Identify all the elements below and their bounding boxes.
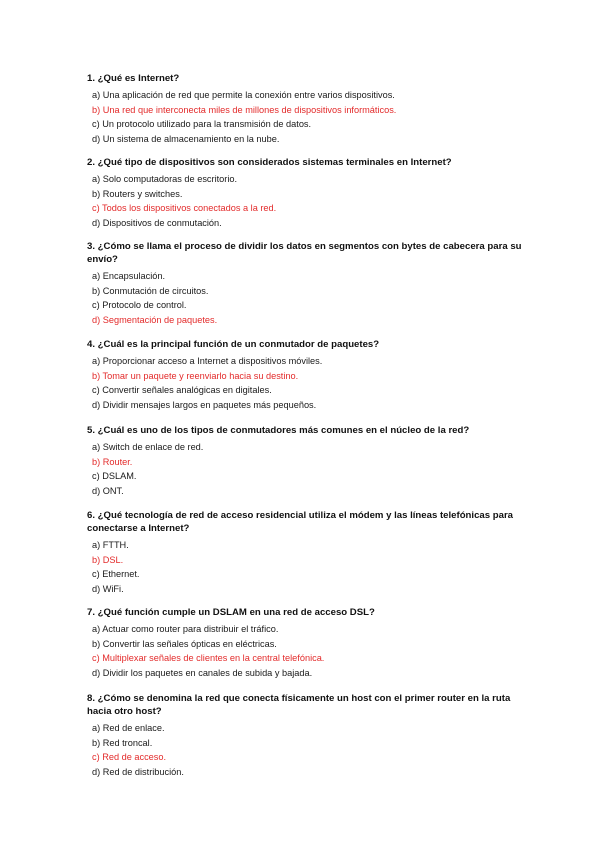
question-7: [87, 606, 527, 680]
answer-option-b: b) Router.: [92, 456, 133, 467]
answer-option-b: b) Routers y switches.: [92, 188, 183, 199]
question-title: 3. ¿Cómo se llama el proceso de dividir los datos en segmentos con bytes de cabecera para su envío?: [87, 241, 522, 265]
answer-option-a: a) FTTH.: [92, 540, 129, 550]
answer-option-a: a) Actuar como router para distribuir el tráfico.: [92, 624, 279, 634]
answer-option-c: c) Un protocolo utilizado para la transmisión de datos.: [92, 119, 312, 129]
question-3: [87, 240, 527, 327]
answer-option-b: b) Tomar un paquete y reenviarlo hacia su destino.: [92, 370, 299, 381]
answer-option-d: d) Red de distribución.: [92, 766, 184, 777]
question-2: [87, 156, 527, 230]
question-6: [87, 509, 527, 596]
question-title: 1. ¿Qué es Internet?: [87, 73, 180, 84]
answer-option-c: c) Todos los dispositivos conectados a la red.: [92, 203, 277, 213]
answer-option-a: a) Encapsulación.: [92, 271, 166, 281]
answer-option-d: d) WiFi.: [92, 583, 124, 594]
answer-option-a: a) Una aplicación de red que permite la conexión entre varios dispositivos.: [92, 90, 395, 100]
answer-option-d: d) Dispositivos de conmutación.: [92, 217, 222, 228]
question-8: [87, 692, 527, 779]
answer-option-d: d) Dividir los paquetes en canales de subida y bajada.: [92, 667, 313, 678]
answer-option-b: b) Red troncal.: [92, 737, 153, 748]
answer-option-c: c) Ethernet.: [92, 569, 140, 579]
question-5: [87, 424, 527, 498]
answer-option-b: b) DSL.: [92, 554, 124, 565]
question-title: 4. ¿Cuál es la principal función de un conmutador de paquetes?: [87, 339, 380, 350]
answer-option-b: b) Conmutación de circuitos.: [92, 285, 209, 296]
answer-option-c: c) Convertir señales analógicas en digitales.: [92, 385, 272, 395]
answer-option-a: a) Solo computadoras de escritorio.: [92, 174, 238, 184]
answer-option-c: c) DSLAM.: [92, 471, 137, 481]
answer-option-a: a) Switch de enlace de red.: [92, 442, 204, 452]
question-1: [87, 72, 527, 146]
answer-option-d: d) ONT.: [92, 485, 124, 496]
answer-option-b: b) Convertir las señales ópticas en eléctricas.: [92, 638, 277, 649]
answer-option-d: d) Segmentación de paquetes.: [92, 314, 218, 325]
answer-option-c: c) Protocolo de control.: [92, 300, 187, 310]
question-title: 5. ¿Cuál es uno de los tipos de conmutadores más comunes en el núcleo de la red?: [87, 425, 470, 436]
question-title: 2. ¿Qué tipo de dispositivos son considerados sistemas terminales en Internet?: [87, 157, 452, 168]
answer-option-b: b) Una red que interconecta miles de millones de dispositivos informáticos.: [92, 104, 397, 115]
answer-option-c: c) Multiplexar señales de clientes en la central telefónica.: [92, 653, 325, 663]
answer-option-c: c) Red de acceso.: [92, 752, 167, 762]
question-title: 8. ¿Cómo se denomina la red que conecta físicamente un host con el primer router en la ruta hacia otro host?: [87, 693, 511, 717]
question-title: 7. ¿Qué función cumple un DSLAM en una red de acceso DSL?: [87, 607, 375, 618]
question-title: 6. ¿Qué tecnología de red de acceso residencial utiliza el módem y las líneas telefónicas para conectarse a Internet?: [87, 510, 514, 534]
answer-option-a: a) Red de enlace.: [92, 723, 165, 733]
answer-option-d: d) Un sistema de almacenamiento en la nube.: [92, 133, 280, 144]
answer-option-d: d) Dividir mensajes largos en paquetes más pequeños.: [92, 399, 317, 410]
question-4: [87, 338, 527, 412]
answer-option-a: a) Proporcionar acceso a Internet a dispositivos móviles.: [92, 356, 323, 366]
